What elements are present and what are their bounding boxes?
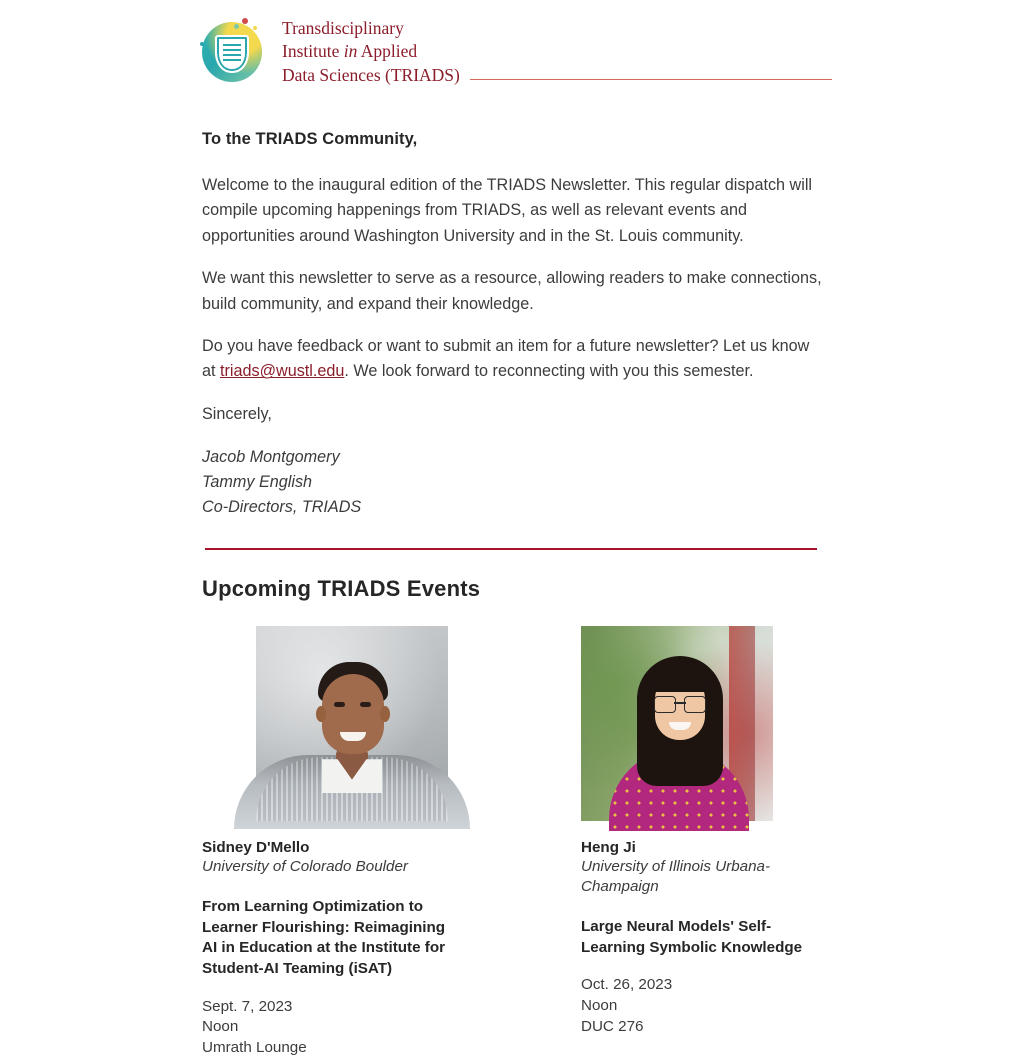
header-divider: [470, 79, 832, 80]
speaker-name: Sidney D'Mello: [202, 839, 310, 857]
newsletter-header: [0, 0, 1024, 110]
event-time: Noon: [581, 997, 618, 1015]
feedback-text-after: . We look forward to reconnecting with you this semester.: [344, 362, 754, 381]
headshot-photo-sidney-dmello: [256, 626, 448, 821]
newsletter-body: [202, 130, 832, 1058]
triads-email-link[interactable]: triads@wustl.edu: [220, 362, 345, 381]
org-line-3: Data Sciences (TRIADS): [282, 64, 460, 85]
event-card[interactable]: [581, 626, 832, 1058]
event-details: [581, 975, 832, 1037]
events-list: [202, 626, 832, 1058]
feedback-text-before: Do you have feedback or want to submit an item for a future newsletter? Let us know at: [202, 337, 810, 381]
event-details: [202, 997, 453, 1058]
signature-role: Co-Directors, TRIADS: [202, 498, 362, 517]
triads-shield-logo-icon: [198, 16, 270, 88]
talk-title: Large Neural Models' Self-Learning Symbolic Knowledge: [581, 918, 803, 956]
salutation: To the TRIADS Community,: [202, 130, 418, 148]
speaker-affiliation: University of Colorado Boulder: [202, 858, 408, 876]
paragraph-intro: Welcome to the inaugural edition of the TRIADS Newsletter. This regular dispatch will compile upcoming happenings from TRIADS, as well as relevant events and opportunities around Washington University and in the St. Louis community.: [202, 176, 813, 245]
event-date: Oct. 26, 2023: [581, 976, 673, 994]
signature-name-2: Tammy English: [202, 473, 313, 492]
org-line-2: Institute in Applied: [282, 41, 418, 62]
signature-name-1: Jacob Montgomery: [202, 448, 340, 467]
org-line-1: Transdisciplinary: [282, 18, 404, 39]
triads-logo[interactable]: [198, 16, 460, 88]
paragraph-purpose: We want this newsletter to serve as a resource, allowing readers to make connections, build community, and expand their knowledge.: [202, 269, 822, 313]
event-card[interactable]: [202, 626, 453, 1058]
section-title-upcoming-events: Upcoming TRIADS Events: [202, 576, 481, 602]
signature-block: [202, 445, 832, 520]
event-location: Umrath Lounge: [202, 1038, 307, 1056]
paragraph-feedback: [202, 334, 824, 385]
speaker-affiliation: University of Illinois Urbana-Champaign: [581, 858, 771, 896]
headshot-photo-heng-ji: [581, 626, 773, 821]
event-date: Sept. 7, 2023: [202, 997, 293, 1015]
organization-name: [282, 17, 460, 86]
speaker-name: Heng Ji: [581, 839, 636, 857]
section-divider: [205, 548, 817, 550]
event-time: Noon: [202, 1018, 239, 1036]
closing: Sincerely,: [202, 404, 272, 423]
talk-title: From Learning Optimization to Learner Flourishing: Reimagining AI in Education at the Institute for Student-AI Teaming (iSAT): [202, 898, 446, 978]
event-location: DUC 276: [581, 1017, 644, 1035]
